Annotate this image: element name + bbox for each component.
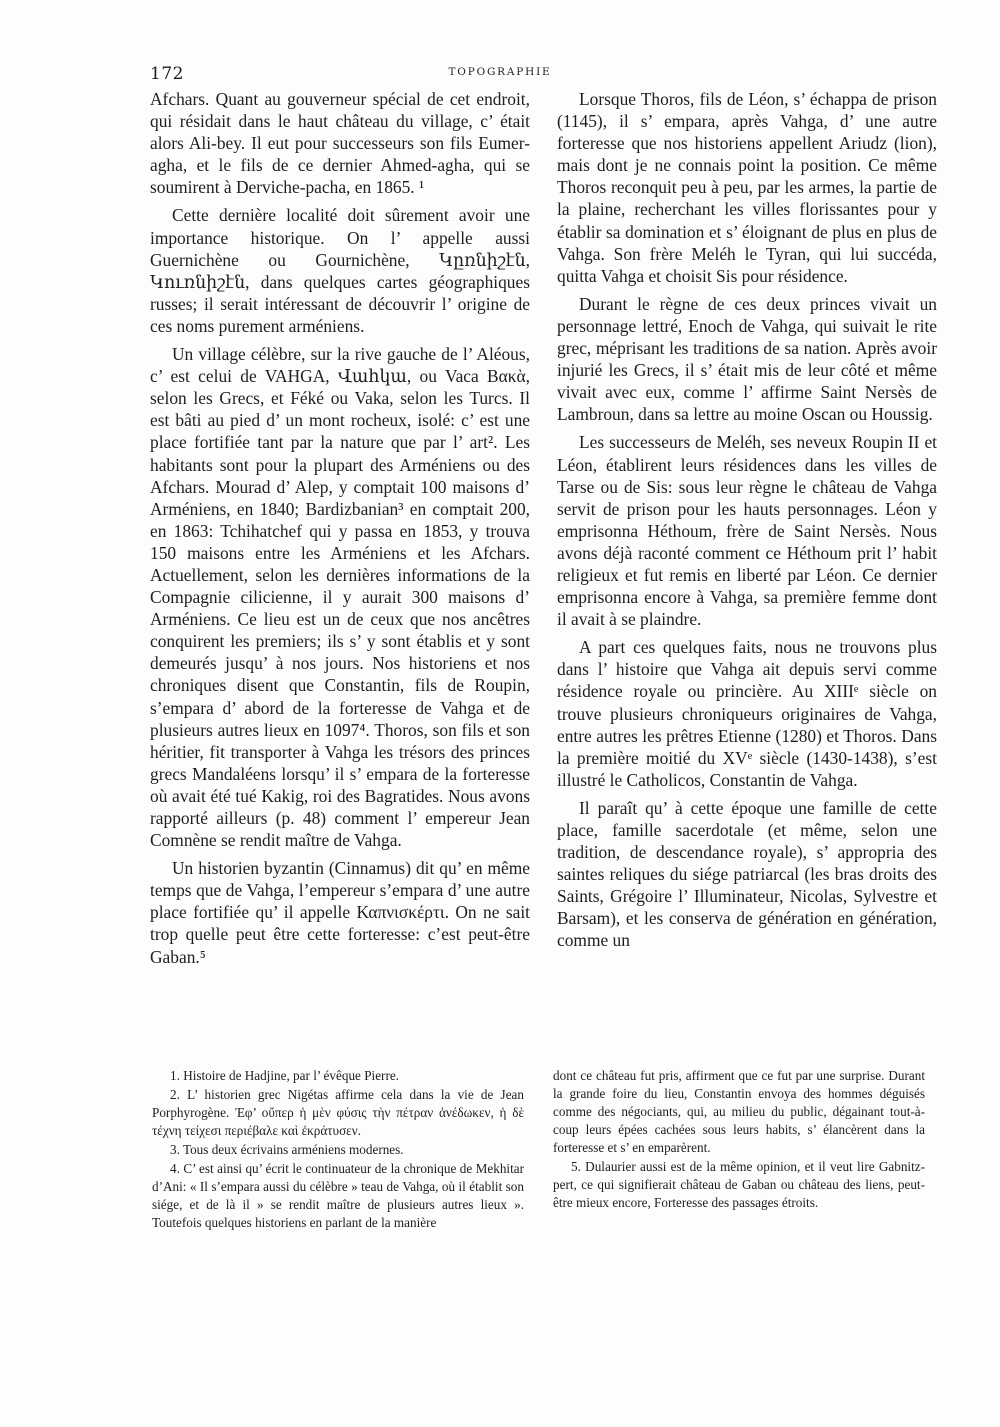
- footnote: 4. C’ est ainsi qu’ écrit le continuateur de la chronique de Mekhitar d’Ani: « Il s’empara aussi du célèbre » teau de Vahga, où il établit son siége, et de là il » se rendit maître de plusieurs autres lieux ». Toutefois quelques historiens en parlant de la manière: [152, 1161, 524, 1230]
- running-title: TOPOGRAPHIE: [448, 66, 552, 78]
- footnotes-right: [553, 1067, 925, 1213]
- paragraph: A part ces quelques faits, nous ne trouvons plus dans l’ histoire que Vahga ait depuis servi comme résidence royale ou princière. Au XIIIᵉ siècle on trouve plusieurs chroniqueurs originaires de Vahga, entre autres les prêtres Etienne (1280) et Thoros. Dans la première moitié du XVᵉ siècle (1430-1438), s’est illustré le Catholicos, Constantin de Vahga.: [557, 637, 937, 790]
- paragraph: Afchars. Quant au gouverneur spécial de cet endroit, qui résidait dans le haut château du village, c’ était alors Ali-bey. Il eut pour successeurs son fils Eumer-agha, et le fils de ce dernier Ahmed-agha, qui se soumirent à Derviche-pacha, en 1865. ¹: [150, 89, 530, 198]
- page-number: 172: [150, 64, 184, 84]
- footnote: dont ce château fut pris, affirment que ce fut par une surprise. Durant la grande foire du lieu, Constantin envoya des hommes déguisés comme des négociants, qui, au milieu du public, dégainant tout-à-coup leurs épées cachées sous leurs habits, s’ élancèrent dans la forteresse et s’ en emparèrent.: [553, 1068, 925, 1155]
- paragraph: Un historien byzantin (Cinnamus) dit qu’ en même temps que de Vahga, l’empereur s’empara d’ une autre place fortifiée qu’ il appelle Καπνισκέρτι. On ne sait trop quelle peut être cette forteresse: c’est peut-être Gaban.⁵: [150, 858, 530, 967]
- footnote: 3. Tous deux écrivains arméniens modernes.: [170, 1142, 404, 1157]
- footnote: 5. Dulaurier aussi est de la même opinion, et il veut lire Gabnitz-pert, ce qui signifierait château de Gaban ou château des liens, peut-être mieux encore, Forteresse des passages étroits.: [553, 1159, 925, 1210]
- paragraph: Lorsque Thoros, fils de Léon, s’ échappa de prison (1145), il s’ empara, après Vahga, d’ une autre forteresse que nos historiens appellent Ariudz (lion), mais dont je ne connais point la position. Ce même Thoros reconquit peu à peu, par les armes, la partie de la plaine, recherchant les villes florissantes pour y établir sa domination et s’ éloignant de plus en plus de Vahga. Son frère Meléh le Tyran, qui lui succéda, quitta Vahga et choisit Sis pour résidence.: [557, 89, 937, 286]
- paragraph: Cette dernière localité doit sûrement avoir une importance historique. On l’ appelle aussi Guernichène ou Gournichène, Կըռնիշէն, Կուռնիշէն, dans quelques cartes géographiques russes; il serait intéressant de découvrir l’ origine de ces noms purement arméniens.: [150, 205, 530, 336]
- paragraph: Il paraît qu’ à cette époque une famille de cette place, famille sacerdotale (et même, selon une tradition, de descendance royale), s’ appropria des saintes reliques du siége patriarcal (les bras droits des Saints, Grégoire l’ Illuminateur, Nicolas, Sylvestre et Barsam), et les conserva de génération en génération, comme un: [557, 797, 937, 951]
- paragraph: Les successeurs de Meléh, ses neveux Roupin II et Léon, établirent leurs résidences dans les villes de Tarse ou de Sis: sous leur règne le château de Vahga servit de prison pour les hauts personnages. Léon y emprisonna Héthoum, frère de Saint Nersès. Nous avons déjà raconté comment ce Héthoum prit l’ habit religieux et fut remis en liberté par Léon. Ce dernier emprisonna encore à Vahga, sa première femme dont il avait à se plaindre.: [557, 432, 937, 630]
- footnote: 1. Histoire de Hadjine, par l’ évêque Pierre.: [170, 1068, 399, 1083]
- footnote: 2. L’ historien grec Nigétas affirme cela dans la vie de Jean Porphyrogène. Ἐφ’ οὔπερ ἡ μὲν φύσις τὴν πέτραν ἀνέδωκεν, ἡ δὲ τέχνη τείχεσι περιέβαλε καὶ ἐκράτυσεν.: [152, 1087, 524, 1138]
- left-column: [150, 88, 530, 974]
- paragraph: Durant le règne de ces deux princes vivait un personnage lettré, Enoch de Vahga, qui suivait le rite grec, méprisant les traditions de sa nation. Après avoir injurié les Grecs, il s’ était mis de leur côté et même vivait avec eux, comme l’ affirme Saint Nersès de Lambroun, dans sa lettre au moine Oscan ou Houssig.: [557, 293, 937, 425]
- right-column: [557, 88, 937, 958]
- paragraph: Un village célèbre, sur la rive gauche de l’ Aléous, c’ est celui de VAHGA, Վահկա, ou Vaca Βακὰ, selon les Grecs, et Féké ou Vaka, selon les Turcs. Il est bâti au pied d’ un mont rocheux, isolé: c’ est une place fortifiée tant par la nature que par l’ art². Les habitants sont pour la plupart des Arméniens ou des Afchars. Mourad d’ Alep, y comptait 100 maisons d’ Arméniens, en 1840; Bardizbanian³ en comptait 200, en 1863: Tchihatchef qui y passa en 1853, y trouva 150 maisons entre les Arméniens et les Afchars. Actuellement, selon les dernières informations de la Compagnie cilicienne, il y aurait 300 maisons d’ Arméniens. Ce lieu est un de ceux que nos ancêtres conquirent les premiers; ils s’ y sont établis et y sont demeurés jusqu’ à nos jours. Nos historiens et nos chroniques disent que Constantin, fils de Roupin, s’empara d’ abord de la forteresse de Vahga et de plusieurs autres lieux en 1097⁴. Thoros, son fils et son héritier, fit transporter à Vahga les trésors des princes grecs Mandaléens lorsqu’ il s’ empara de la forteresse où avait été tué Kakig, roi des Bagratides. Nous avons rapporté ailleurs (p. 48) comment l’ empereur Jean Comnène se rendit maître de Vahga.: [150, 344, 530, 851]
- footnotes-left: [152, 1067, 524, 1233]
